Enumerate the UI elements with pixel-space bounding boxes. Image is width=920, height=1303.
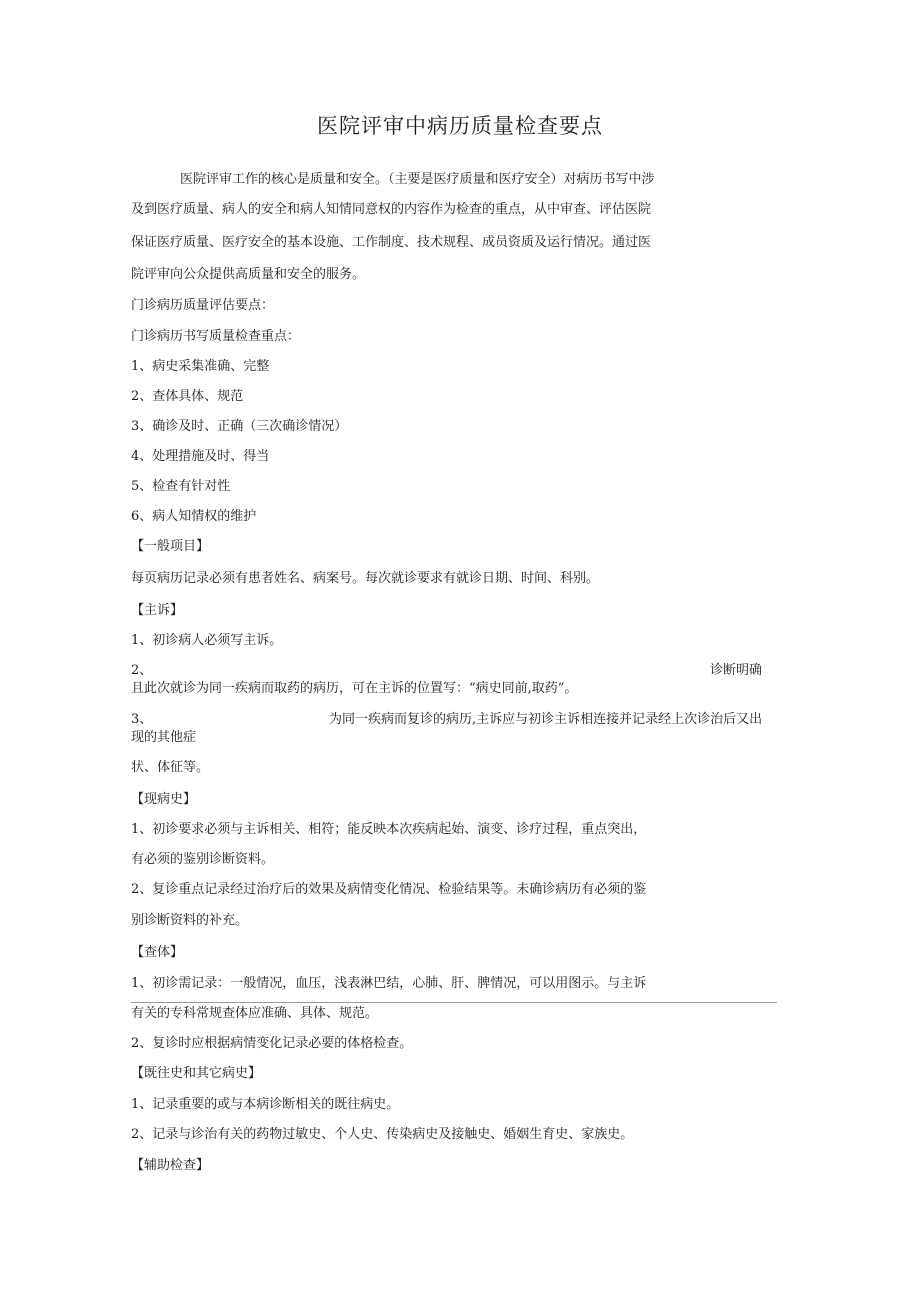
key-point-2: 2、查体具体、规范 (131, 389, 244, 404)
intro-line-2: 及到医疗质量、病人的安全和病人知情同意权的内容作为检查的重点，从中审查、评估医院 (131, 202, 652, 217)
complaint-item-3-right: 为同一疾病而复诊的病历,主诉应与初诊主诉相连接并记录经上次诊治后又出 (329, 712, 763, 727)
exam-line-2: 有关的专科常规查体应准确、具体、规范。 (131, 1006, 379, 1021)
present-illness-line-4: 别诊断资料的补充。 (131, 913, 249, 928)
complaint-item-2-right: 诊断明确 (710, 663, 763, 678)
complaint-item-3-number: 3、 (131, 712, 153, 727)
outpatient-heading: 门诊病历质量评估要点： (131, 298, 275, 313)
general-text: 每页病历记录必须有患者姓名、病案号。每次就诊要求有就诊日期、时间、科别。 (131, 571, 600, 586)
intro-line-4: 院评审向公众提供高质量和安全的服务。 (131, 267, 366, 282)
present-illness-heading: 【现病史】 (131, 792, 197, 807)
key-point-6: 6、病人知情权的维护 (131, 509, 257, 524)
key-point-5: 5、检查有针对性 (131, 479, 231, 494)
horizontal-rule (131, 1002, 777, 1003)
present-illness-line-1: 1、初诊要求必须与主诉相关、相符；能反映本次疾病起始、演变、诊疗过程，重点突出， (131, 822, 647, 837)
auxiliary-heading: 【辅助检查】 (131, 1158, 210, 1173)
writing-heading: 门诊病历书写质量检查重点： (131, 329, 301, 344)
exam-line-3: 2、复诊时应根据病情变化记录必要的体格检查。 (131, 1036, 413, 1051)
intro-line-1: 医院评审工作的核心是质量和安全。（主要是医疗质量和医疗安全）对病历书写中涉 (180, 172, 655, 187)
exam-line-1: 1、初诊需记录：一般情况，血压，浅表淋巴结，心肺、肝、脾情况，可以用图示。与主诉 (131, 976, 647, 991)
present-illness-line-3: 2、复诊重点记录经过治疗后的效果及病情变化情况、检验结果等。未确诊病历有必须的鉴 (131, 882, 647, 897)
complaint-item-3-line-3: 状、体征等。 (131, 760, 210, 775)
history-line-1: 1、记录重要的或与本病诊断相关的既往病史。 (131, 1097, 400, 1112)
exam-heading: 【查体】 (131, 945, 184, 960)
present-illness-line-2: 有必须的鉴别诊断资料。 (131, 852, 275, 867)
intro-line-3: 保证医疗质量、医疗安全的基本设施、工作制度、技术规程、成员资质及运行情况。通过医 (131, 235, 652, 250)
document-title: 医院评审中病历质量检查要点 (317, 114, 603, 138)
complaint-heading: 【主诉】 (131, 603, 184, 618)
key-point-3: 3、确诊及时、正确（三次确诊情况） (131, 419, 348, 434)
complaint-item-1: 1、初诊病人必须写主诉。 (131, 633, 283, 648)
key-point-4: 4、处理措施及时、得当 (131, 449, 270, 464)
history-line-2: 2、记录与诊治有关的药物过敏史、个人史、传染病史及接触史、婚姻生育史、家族史。 (131, 1127, 634, 1142)
history-heading: 【既往史和其它病史】 (131, 1066, 262, 1081)
complaint-item-2-number: 2、 (131, 663, 153, 678)
general-heading: 【一般项目】 (131, 539, 210, 554)
key-point-1: 1、病史采集准确、完整 (131, 359, 270, 374)
complaint-item-2-line-2: 且此次就诊为同一疾病而取药的病历，可在主诉的位置写：“病史同前,取药”。 (131, 681, 578, 696)
complaint-item-3-line-2: 现的其他症 (131, 730, 197, 745)
